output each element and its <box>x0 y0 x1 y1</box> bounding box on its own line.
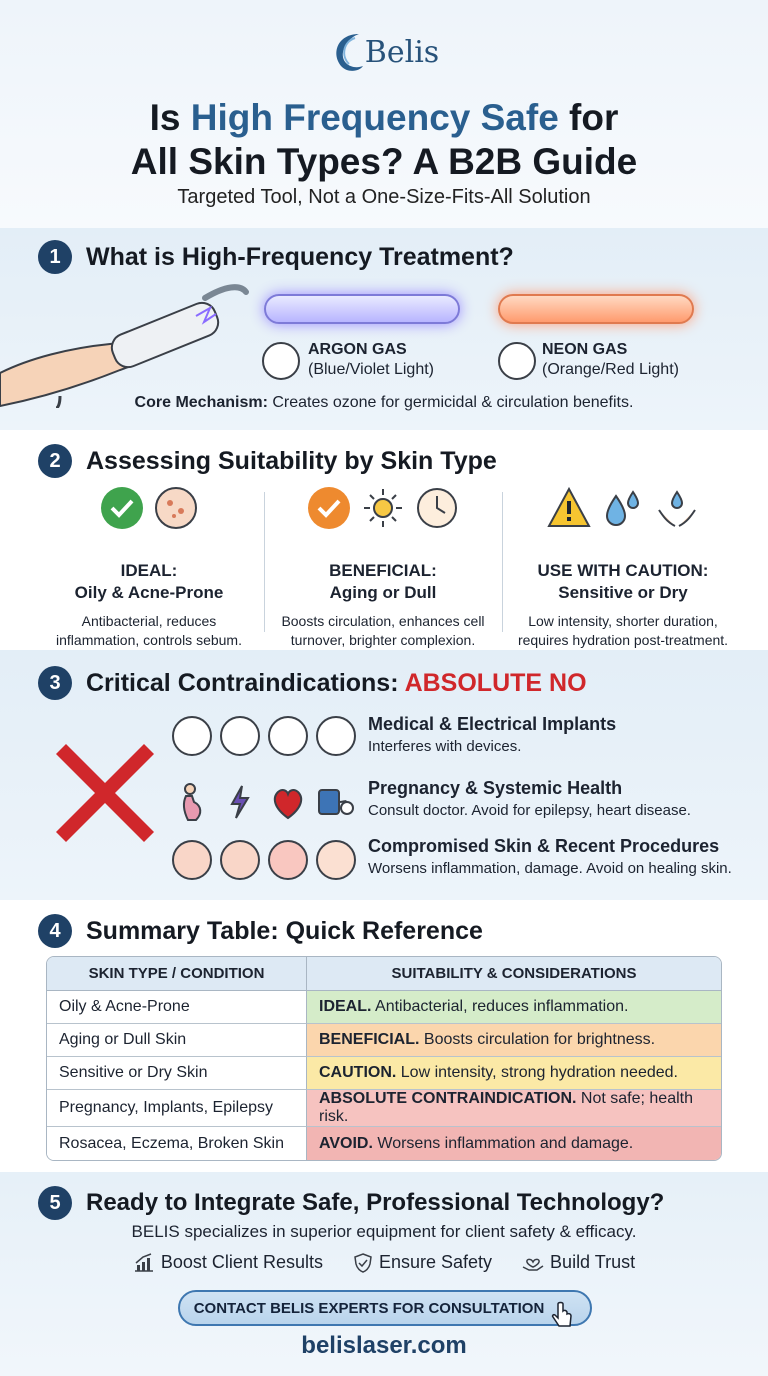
table-row <box>47 1024 721 1057</box>
suitability-caution <box>498 486 748 650</box>
suitability-cell <box>307 1090 721 1127</box>
water-drops-icon <box>601 486 645 530</box>
contact-experts-button[interactable] <box>178 1290 592 1326</box>
page-title <box>0 96 768 184</box>
website-link[interactable]: belislaser.com <box>301 1332 467 1359</box>
heart-organ-icon <box>268 782 308 822</box>
hearing-implant-icon <box>268 716 308 756</box>
brand-logo <box>0 24 768 80</box>
orange-check-icon <box>307 486 351 530</box>
beneficial-desc-line1: Boosts circulation, enhances cell <box>281 613 485 629</box>
absolute-no-label: ABSOLUTE NO <box>404 668 587 697</box>
suitability-cell <box>307 1024 721 1057</box>
implant-icons <box>172 716 356 756</box>
beneficial-heading: BENEFICIAL: <box>329 561 437 580</box>
benefit-item <box>522 1252 635 1273</box>
clock-icon <box>415 486 459 530</box>
section-number-badge: 1 <box>38 240 72 274</box>
logo-text: Belis <box>364 34 440 70</box>
suitability-ideal <box>24 486 274 650</box>
warning-icon <box>547 486 591 530</box>
caution-heading: USE WITH CAUTION: <box>537 561 709 580</box>
section-3-heading <box>38 666 587 700</box>
core-text: Creates ozone for germicidal & circulation benefits. <box>267 394 634 411</box>
contra-heading: Compromised Skin & Recent Procedures <box>368 836 720 856</box>
skin-type-cell: Pregnancy, Implants, Epilepsy <box>47 1090 307 1127</box>
blood-pressure-icon <box>316 782 356 822</box>
handshake-heart-icon <box>522 1253 544 1273</box>
contra-implants <box>368 714 616 755</box>
section-title: What is High-Frequency Treatment? <box>86 242 514 271</box>
section-summary-table <box>0 900 768 1172</box>
irritated-skin-icon <box>172 840 212 880</box>
high-frequency-wand-icon <box>0 278 260 408</box>
beneficial-desc-line2: turnover, brighter complexion. <box>290 632 476 648</box>
section-title: Assessing Suitability by Skin Type <box>86 446 497 475</box>
cta-description: BELIS specializes in superior equipment for client safety & efficacy. <box>131 1222 637 1241</box>
skin-type-cell: Rosacea, Eczema, Broken Skin <box>47 1127 307 1160</box>
column-header: SKIN TYPE / CONDITION <box>47 957 307 991</box>
table-row <box>47 1057 721 1090</box>
section-contraindications <box>0 650 768 900</box>
suitability-tag: CAUTION. <box>319 1064 397 1081</box>
table-row <box>47 1090 721 1127</box>
section-number-badge: 2 <box>38 444 72 478</box>
metal-plate-icon <box>316 716 356 756</box>
systemic-icons <box>172 782 356 822</box>
heart-monitor-icon <box>220 716 260 756</box>
argon-label <box>308 340 434 380</box>
pacemaker-icon <box>172 716 212 756</box>
section-what-is <box>0 228 768 430</box>
core-label: Core Mechanism: <box>134 394 268 411</box>
section-suitability <box>0 430 768 650</box>
neon-label <box>542 340 679 380</box>
contra-desc: Consult doctor. Avoid for epilepsy, heart disease. <box>368 802 691 819</box>
neon-molecule-icon <box>498 342 536 380</box>
sun-icon <box>361 486 405 530</box>
suitability-tag: IDEAL. <box>319 998 372 1015</box>
page-subtitle: Targeted Tool, Not a One-Size-Fits-All Solution <box>177 186 591 208</box>
contra-desc: Worsens inflammation, damage. Avoid on healing skin. <box>368 860 732 877</box>
section-title: Ready to Integrate Safe, Professional Technology? <box>86 1189 665 1216</box>
section-title <box>86 669 587 698</box>
suitability-cell <box>307 1057 721 1090</box>
argon-tube <box>264 294 460 324</box>
ideal-desc-line2: inflammation, controls sebum. <box>56 632 242 648</box>
rash-skin-icon <box>220 840 260 880</box>
seizure-bolt-icon <box>220 782 260 822</box>
section-1-heading <box>38 240 514 274</box>
caution-skin-type: Sensitive or Dry <box>558 583 688 602</box>
skin-type-cell: Oily & Acne-Prone <box>47 991 307 1024</box>
suitability-tag: AVOID. <box>319 1134 373 1152</box>
argon-molecule-icon <box>262 342 300 380</box>
section-4-heading <box>38 914 483 948</box>
contra-heading: Medical & Electrical Implants <box>368 714 617 734</box>
contra-skin <box>368 836 732 877</box>
neon-desc: (Orange/Red Light) <box>542 361 679 378</box>
suitability-note: Worsens inflammation and damage. <box>372 1134 634 1152</box>
suitability-tag: ABSOLUTE CONTRAINDICATION. <box>319 1090 577 1107</box>
ideal-heading: IDEAL: <box>120 561 178 580</box>
section-5-heading <box>38 1186 664 1220</box>
table-header-row <box>47 957 721 991</box>
ideal-desc-line1: Antibacterial, reduces <box>81 613 217 629</box>
contra-heading: Pregnancy & Systemic Health <box>368 778 623 798</box>
pointer-hand-icon <box>548 1300 576 1330</box>
header <box>0 0 768 228</box>
skin-type-cell: Sensitive or Dry Skin <box>47 1057 307 1090</box>
neon-name: NEON GAS <box>542 341 628 358</box>
benefit-label: Boost Client Results <box>160 1252 323 1272</box>
ideal-skin-type: Oily & Acne-Prone <box>74 583 224 602</box>
contra-desc: Interferes with devices. <box>368 738 522 755</box>
table-row <box>47 1127 721 1160</box>
prohibited-x-icon <box>52 740 158 846</box>
benefit-label: Build Trust <box>550 1252 636 1272</box>
logo-swoosh-icon <box>329 28 369 76</box>
growth-chart-icon <box>133 1253 155 1273</box>
acne-skin-icon <box>154 486 198 530</box>
section-number-badge: 3 <box>38 666 72 700</box>
neon-tube <box>498 294 694 324</box>
title-pre: Is <box>149 97 191 138</box>
section-number-badge: 5 <box>38 1186 72 1220</box>
suitability-cell <box>307 991 721 1024</box>
argon-name: ARGON GAS <box>308 341 407 358</box>
skin-type-cell: Aging or Dull Skin <box>47 1024 307 1057</box>
suitability-note: Boosts circulation for brightness. <box>419 1031 656 1048</box>
contra-systemic <box>368 778 691 819</box>
caution-desc-line1: Low intensity, shorter duration, <box>528 613 718 629</box>
checkmark-icon <box>100 486 144 530</box>
table-row <box>47 991 721 1024</box>
core-mechanism <box>0 394 768 412</box>
section-2-heading <box>38 444 497 478</box>
contra-title: Critical Contraindications: <box>86 668 405 697</box>
shield-check-icon <box>353 1253 373 1273</box>
title-accent: High Frequency Safe <box>190 97 559 138</box>
section-number-badge: 4 <box>38 914 72 948</box>
title-line2: All Skin Types? A B2B Guide <box>130 141 638 182</box>
broken-skin-icon <box>268 840 308 880</box>
benefit-label: Ensure Safety <box>378 1252 493 1272</box>
suitability-note: Low intensity, strong hydration needed. <box>396 1064 678 1081</box>
column-header: SUITABILITY & CONSIDERATIONS <box>307 957 721 991</box>
cta-button-label: CONTACT BELIS EXPERTS FOR CONSULTATION <box>193 1299 545 1317</box>
title-post: for <box>558 97 619 138</box>
suitability-beneficial <box>258 486 508 650</box>
suitability-note: Antibacterial, reduces inflammation. <box>371 998 629 1015</box>
argon-desc: (Blue/Violet Light) <box>308 361 434 378</box>
caution-desc-line2: requires hydration post-treatment. <box>517 632 729 648</box>
suitability-cell <box>307 1127 721 1160</box>
benefit-item <box>353 1252 492 1273</box>
summary-table <box>46 956 722 1161</box>
hands-drop-icon <box>655 486 699 530</box>
suitability-note: Not safe; health risk. <box>319 1090 693 1125</box>
beneficial-skin-type: Aging or Dull <box>329 583 437 602</box>
section-cta <box>0 1172 768 1376</box>
pregnant-woman-icon <box>172 782 212 822</box>
section-title: Summary Table: Quick Reference <box>86 916 483 945</box>
skin-icons <box>172 840 356 880</box>
procedure-needle-icon <box>316 840 356 880</box>
benefit-list <box>0 1252 768 1273</box>
suitability-tag: BENEFICIAL. <box>319 1031 420 1048</box>
benefit-item <box>133 1252 323 1273</box>
